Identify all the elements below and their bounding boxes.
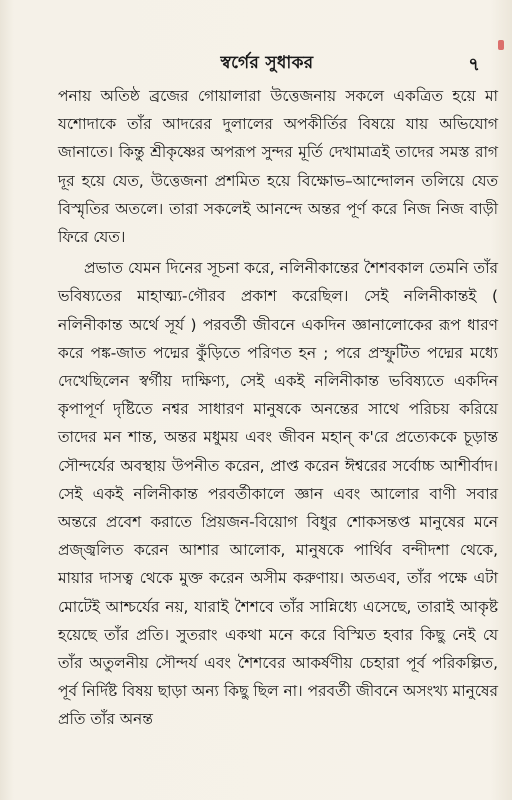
page-header xyxy=(40,50,494,78)
page-number: ৭ xyxy=(468,54,480,75)
running-title: স্বর্গের সুধাকর xyxy=(220,53,314,73)
paragraph-2: প্রভাত যেমন দিনের সূচনা করে, নলিনীকান্তের শৈশবকাল তেমনি তাঁর ভবিষ্যতের মাহাত্ম্য-গৌরব প্রকাশ করেছিল। সেই নলিনীকান্তই ( নলিনীকান্ত অর্থে সূর্য ) পরবর্তী জীবনে একদিন জ্ঞানালোকের রূপ ধারণ করে পঙ্ক-জাত পদ্মের কুঁড়িতে পরিণত হন ; পরে প্রস্ফুটিত পদ্মের মধ্যে দেখেছিলেন স্বর্গীয় দাক্ষিণ্য, সেই একই নলিনীকান্ত ভবিষ্যতে একদিন কৃপাপূর্ণ দৃষ্টিতে নশ্বর সাধারণ মানুষকে অনন্তের সাথে পরিচয় করিয়ে তাদের মন শান্ত, অন্তর মধুময় এবং জীবন মহান্ ক'রে প্রত্যেককে চূড়ান্ত সৌন্দর্যের অবস্থায় উপনীত করেন, প্রাপ্ত করেন ঈশ্বরের সর্বোচ্চ আশীর্বাদ। সেই একই নলিনীকান্ত পরবর্তীকালে জ্ঞান এবং আলোর বাণী সবার অন্তরে প্রবেশ করাতে প্রিয়জন-বিয়োগ বিধুর শোকসন্তপ্ত মানুষের মনে প্রজ্জ্বলিত করেন আশার আলোক, মানুষকে পার্থিব বন্দীদশা থেকে, মায়ার দাসত্ব থেকে মুক্ত করেন অসীম করুণায়। অতএব, তাঁর পক্ষে এটা মোটেই আশ্চর্যের নয়, যারাই শৈশবে তাঁর সান্নিধ্যে এসেছে, তারাই আকৃষ্ট হয়েছে তাঁর প্রতি। সুতরাং একথা মনে করে বিস্মিত হবার কিছু নেই যে তাঁর অতুলনীয় সৌন্দর্য এবং শৈশবের আকর্ষণীয় চেহারা পূর্ব পরিকল্পিত, পূর্ব নির্দিষ্ট বিষয় ছাড়া অন্য কিছু ছিল না। পরবর্তী জীবনে অসংখ্য মানুষের প্রতি তাঁর অনন্ত xyxy=(58,259,498,729)
margin-mark xyxy=(498,40,504,50)
paragraph-1: পনায় অতিষ্ঠ ব্রজের গোয়ালারা উত্তেজনায় সকলে একত্রিত হয়ে মা যশোদাকে তাঁর আদরের দুলালের অপকীর্তির বিষয়ে যায় অভিযোগ জানাতে। কিন্তু শ্রীকৃষ্ণের অপরূপ সুন্দর মূর্তি দেখামাত্রই তাদের সমস্ত রাগ দূর হয়ে যেত, উত্তেজনা প্রশমিত হয়ে বিক্ষোভ–আন্দোলন তলিয়ে যেত বিস্মৃতির অতলে। তারা সকলেই আনন্দে অন্তর পূর্ণ করে নিজ নিজ বাড়ী ফিরে যেত। xyxy=(58,87,498,247)
body-text xyxy=(58,82,498,734)
